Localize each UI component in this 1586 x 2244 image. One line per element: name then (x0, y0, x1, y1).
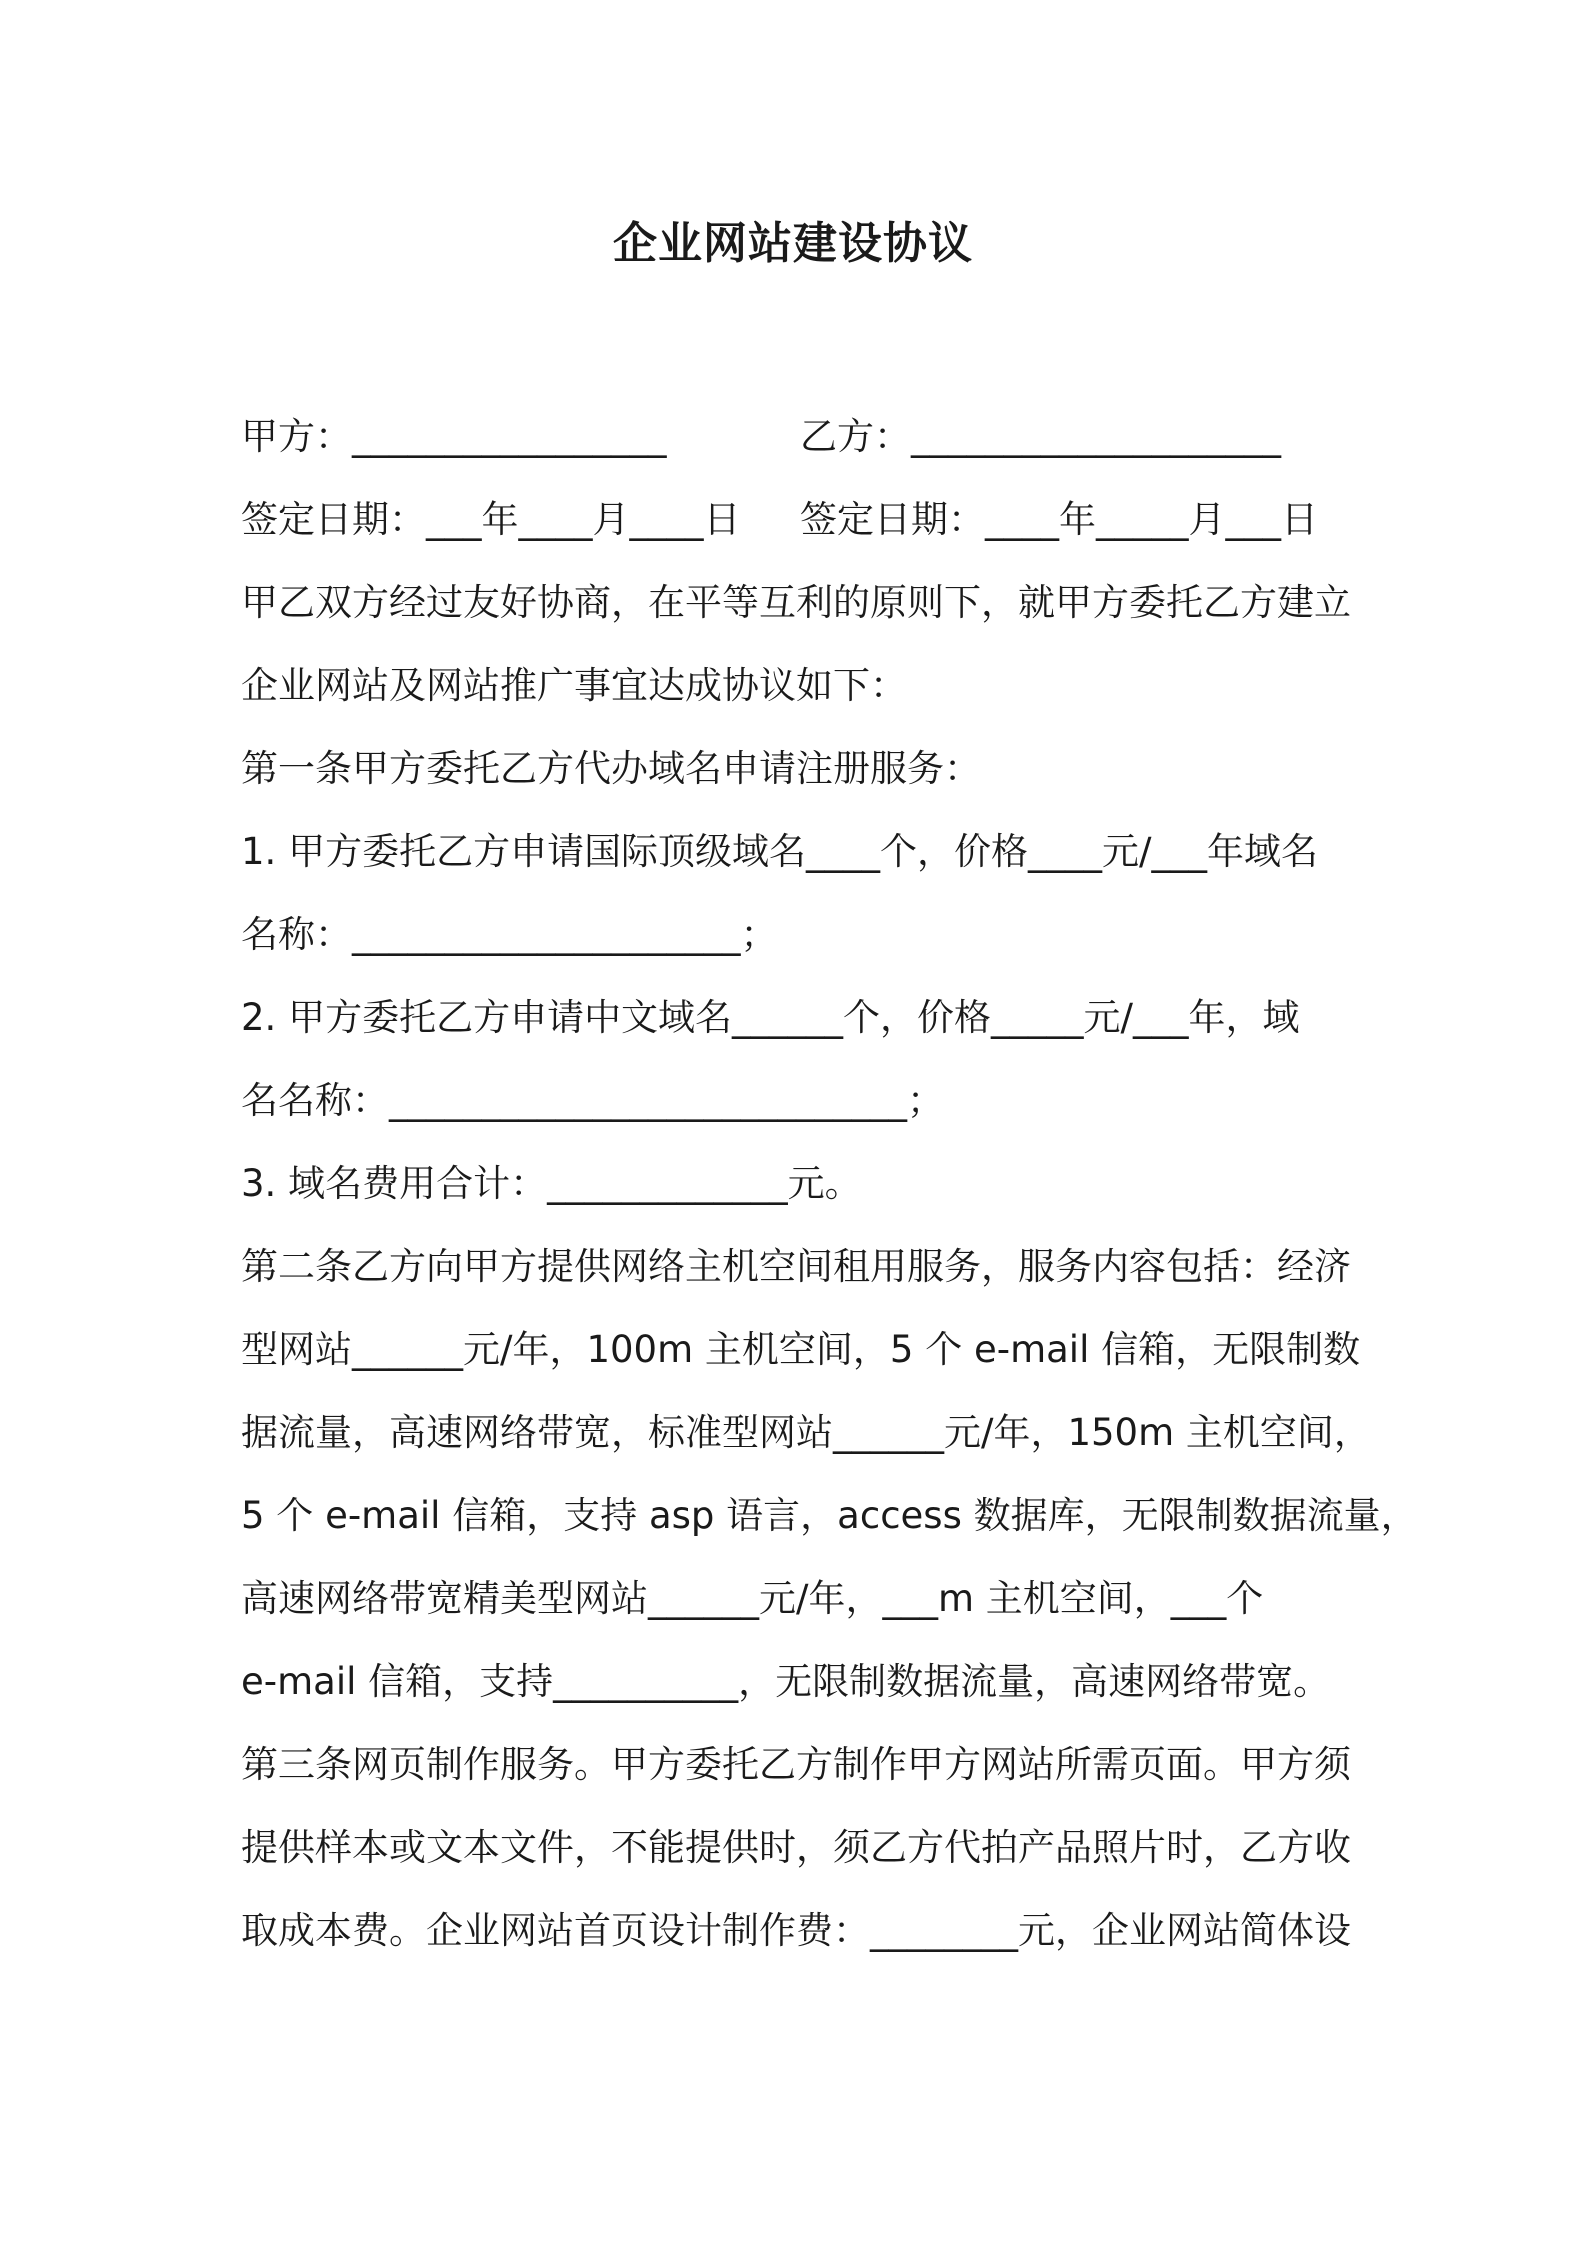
body-line: 5 个 e-mail 信箱，支持 asp 语言，access 数据库，无限制数据流量， (241, 1494, 1418, 1537)
body-line: 提供样本或文本文件，不能提供时，须乙方代拍产品照片时，乙方收 (241, 1826, 1351, 1869)
sign-date-b: 签定日期：____年_____月___日 (800, 498, 1318, 541)
article-3-heading: 第三条网页制作服务。甲方委托乙方制作甲方网站所需页面。甲方须 (241, 1743, 1351, 1786)
body-line: 名称：_____________________； (241, 913, 778, 956)
body-line: 1. 甲方委托乙方申请国际顶级域名____个，价格____元/___年域名 (241, 830, 1319, 873)
article-2-heading: 第二条乙方向甲方提供网络主机空间租用服务，服务内容包括：经济 (241, 1245, 1351, 1288)
body-line: 型网站______元/年，100m 主机空间，5 个 e-mail 信箱，无限制数 (241, 1328, 1361, 1371)
party-a-field: 甲方：_________________ (241, 415, 667, 458)
body-line: 企业网站及网站推广事宜达成协议如下： (241, 664, 907, 707)
body-line: e-mail 信箱，支持__________，无限制数据流量，高速网络带宽。 (241, 1660, 1331, 1703)
body-line: 2. 甲方委托乙方申请中文域名______个，价格_____元/___年，域 (241, 996, 1300, 1039)
body-line: 3. 域名费用合计：_____________元。 (241, 1162, 862, 1205)
body-line: 高速网络带宽精美型网站______元/年，___m 主机空间，___个 (241, 1577, 1264, 1620)
body-line: 名名称：____________________________； (241, 1079, 944, 1122)
sign-date-a: 签定日期：___年____月____日 (241, 498, 741, 541)
body-line: 取成本费。企业网站首页设计制作费：________元，企业网站简体设 (241, 1909, 1351, 1952)
body-line: 据流量，高速网络带宽，标准型网站______元/年，150m 主机空间， (241, 1411, 1371, 1454)
document-title: 企业网站建设协议 (613, 218, 973, 269)
article-1-heading: 第一条甲方委托乙方代办域名申请注册服务： (241, 747, 981, 790)
body-line: 甲乙双方经过友好协商，在平等互利的原则下，就甲方委托乙方建立 (241, 581, 1351, 624)
party-b-field: 乙方：____________________ (800, 415, 1281, 458)
